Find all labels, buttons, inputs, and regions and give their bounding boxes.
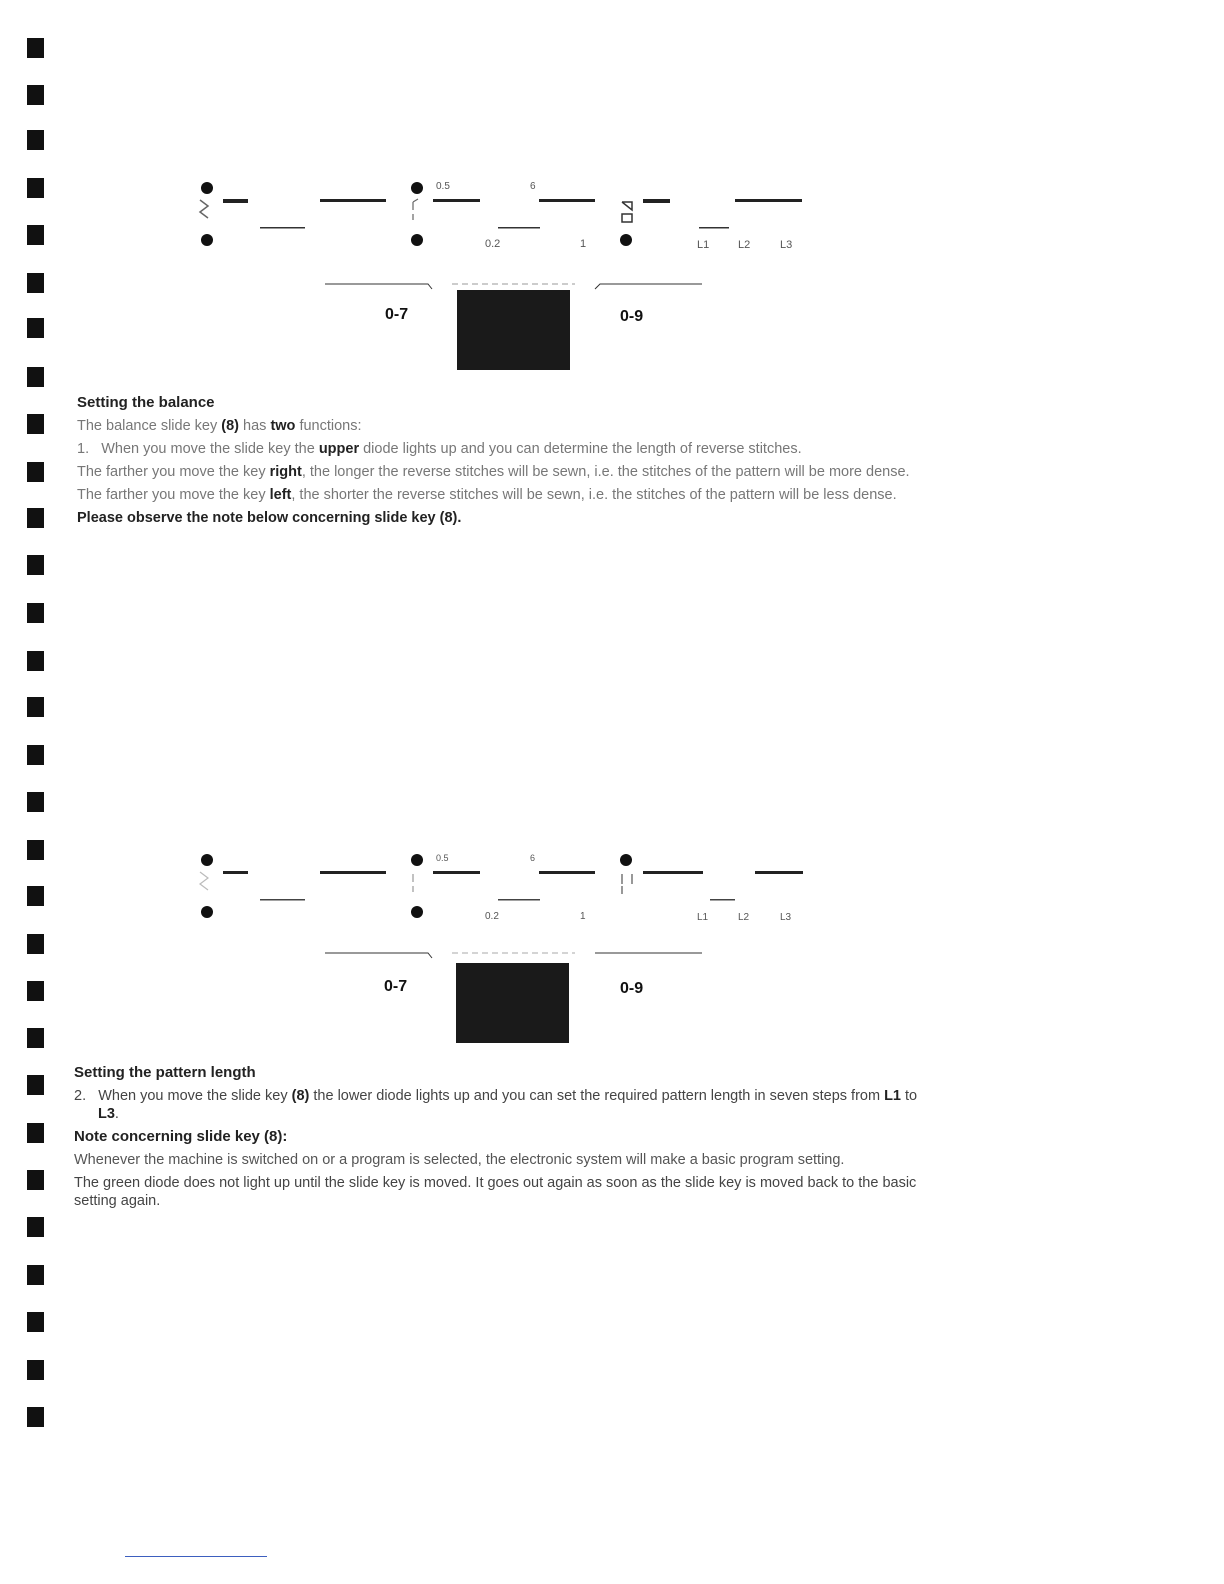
zigzag-stitch-icon: [200, 200, 208, 218]
note-heading: Note concerning slide key (8):: [74, 1128, 288, 1145]
dark-photo-box: [456, 963, 569, 1043]
paragraph: The farther you move the key left, the shorter the reverse stitches will be sewn, i.e. the stitches of the pattern will be less dense.: [77, 487, 897, 503]
footer-rule: [125, 1556, 267, 1557]
binder-hole: [27, 1265, 44, 1285]
paragraph: Whenever the machine is switched on or a program is selected, the electronic system will make a basic program setting.: [74, 1152, 845, 1168]
binder-hole: [27, 1075, 44, 1095]
binder-hole: [27, 651, 44, 671]
balance-min-label: 1: [580, 238, 587, 250]
caption-right: 0-9: [620, 980, 644, 997]
binder-hole: [27, 1123, 44, 1143]
pattern-stitch-icon: [622, 874, 632, 894]
section-pattern-length: [74, 1064, 924, 1215]
pattern-length-label: L2: [738, 239, 751, 251]
diode-icon: [411, 182, 423, 194]
bracket-lines: [320, 945, 710, 965]
binder-hole: [27, 38, 44, 58]
caption-right: 0-9: [620, 308, 644, 325]
binder-hole: [27, 697, 44, 717]
straight-stitch-icon: [413, 199, 418, 220]
list-item: 2. When you move the slide key (8) the lower diode lights up and you can set the required pattern length in seven steps from L1 to L3.: [74, 1088, 918, 1122]
diode-icon: [411, 854, 423, 866]
paragraph: The balance slide key (8) has two functions:: [77, 418, 362, 434]
paragraph: The farther you move the key right, the longer the reverse stitches will be sewn, i.e. the stitches of the pattern will be more dense.: [77, 464, 910, 480]
diode-icon: [620, 234, 632, 246]
pattern-length-label: L3: [780, 239, 793, 251]
binder-hole: [27, 85, 44, 105]
binder-hole: [27, 745, 44, 765]
binder-hole: [27, 792, 44, 812]
binder-hole: [27, 367, 44, 387]
binder-hole: [27, 555, 44, 575]
balance-min-label: 0.2: [485, 238, 501, 250]
binder-hole: [27, 934, 44, 954]
diode-icon: [620, 854, 632, 866]
binder-hole: [27, 508, 44, 528]
binder-hole: [27, 1407, 44, 1427]
caption-left: 0-7: [384, 978, 408, 995]
diode-icon: [201, 182, 213, 194]
binder-hole: [27, 886, 44, 906]
balance-max-label: 6: [530, 181, 536, 192]
binder-hole: [27, 273, 44, 293]
diode-icon: [201, 234, 213, 246]
binder-hole: [27, 462, 44, 482]
pattern-length-label: L3: [780, 912, 792, 923]
paragraph: The green diode does not light up until the slide key is moved. It goes out again as soon as the slide key is moved back to the basic setting again.: [74, 1175, 917, 1209]
pattern-stitch-icon: [622, 202, 632, 222]
slide-key-panel-graphic: [180, 850, 840, 930]
observe-note: Please observe the note below concerning slide key (8).: [77, 510, 462, 526]
binder-hole: [27, 1312, 44, 1332]
binder-hole: [27, 414, 44, 434]
balance-max-label: 0.5: [436, 181, 450, 192]
section-balance: [77, 394, 927, 532]
pattern-length-label: L1: [697, 239, 710, 251]
diode-icon: [411, 906, 423, 918]
binder-hole: [27, 1170, 44, 1190]
binder-hole: [27, 603, 44, 623]
diode-icon: [201, 906, 213, 918]
section-heading: Setting the pattern length: [74, 1064, 256, 1081]
slide-key-panel-graphic: [180, 178, 840, 258]
binder-hole: [27, 1360, 44, 1380]
diode-icon: [201, 854, 213, 866]
caption-left: 0-7: [385, 306, 409, 323]
dark-photo-box: [457, 290, 570, 370]
binder-hole: [27, 130, 44, 150]
list-item: 1. When you move the slide key the upper diode lights up and you can determine the length of reverse stitches.: [77, 441, 802, 457]
pattern-length-label: L1: [697, 912, 709, 923]
balance-min-label: 0.2: [485, 911, 499, 922]
balance-min-label: 1: [580, 911, 586, 922]
binder-hole: [27, 1028, 44, 1048]
binder-hole: [27, 1217, 44, 1237]
binder-hole: [27, 225, 44, 245]
binder-hole: [27, 178, 44, 198]
binder-hole: [27, 318, 44, 338]
section-heading: Setting the balance: [77, 394, 215, 411]
binder-hole: [27, 981, 44, 1001]
pattern-length-label: L2: [738, 912, 750, 923]
diode-icon: [411, 234, 423, 246]
balance-max-label: 0.5: [436, 853, 449, 863]
balance-max-label: 6: [530, 853, 536, 863]
binder-hole: [27, 840, 44, 860]
zigzag-stitch-icon: [200, 872, 208, 890]
